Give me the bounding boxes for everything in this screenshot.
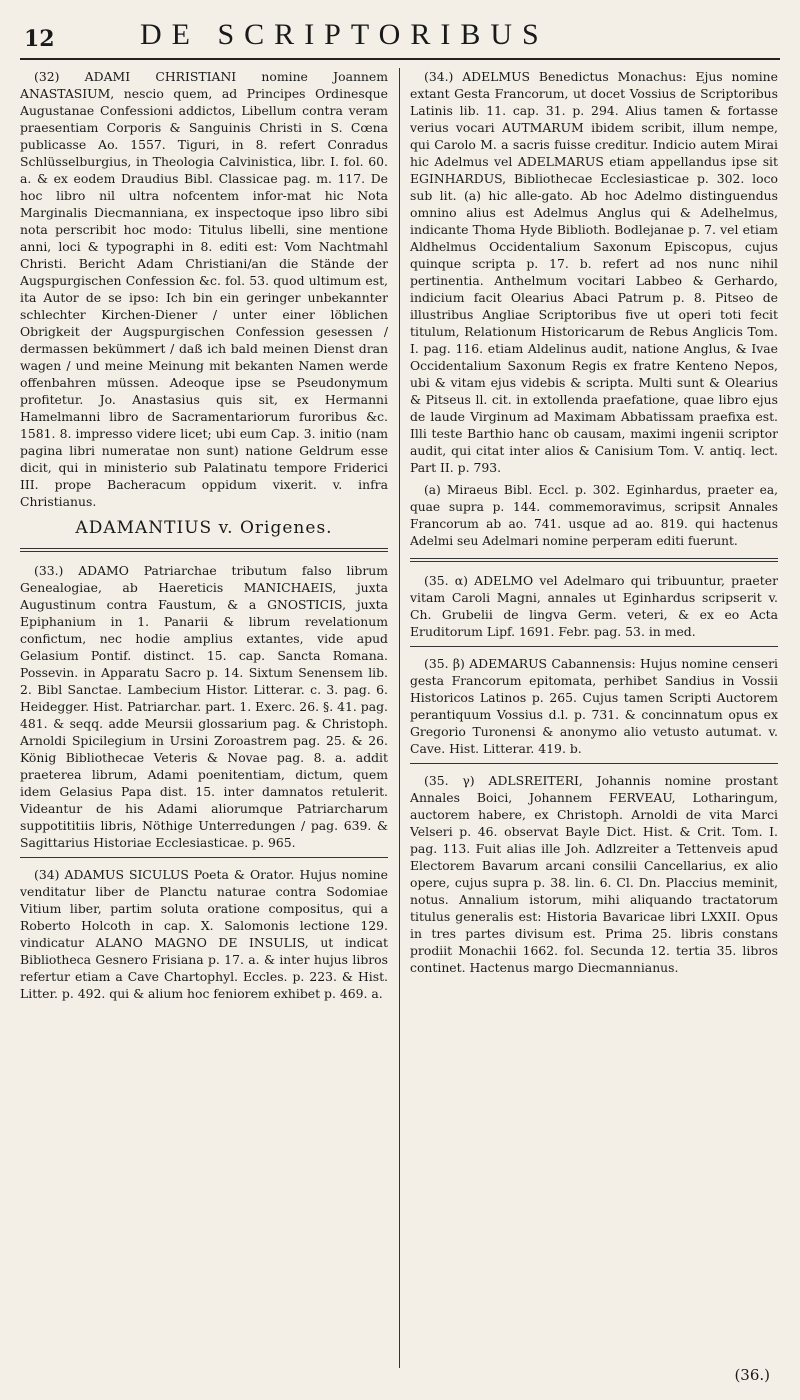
footnote-a: (a) Miraeus Bibl. Eccl. p. 302. Eginhardus, praeter ea, quae supra p. 144. commemoravimus, scripsit Annales Francorum ab ao. 741. usque ad ao. 819. qui hactenus Adelmi seu Adelmari nomine perperam editi fuerunt. (410, 483, 778, 548)
catchword: (36.) (734, 1366, 770, 1384)
section-title-adamantius: ADAMANTIUS v. Origenes. (75, 518, 333, 538)
page-number: 12 (24, 26, 55, 52)
entry-32: (32) ADAMI CHRISTIANI nomine Joannem ANASTASIUM, nescio quem, ad Principes Ordinesque Augustanae Confessioni addictos, Libellum contra veram praesentiam Corporis & Sanguinis Christi in S. Cœna publicasse Ao. 1557. Tiguri, in 8. refert Conradus Schlüsselburgius, in Theologia Calvinistica, libr. I. fol. 60. a. & ex eodem Draudius Bibl. Classicae pag. m. 117. De hoc libro nil ultra nofcentem infor-mat hic Nota Marginalis Diecmanniana, ex inspectoque ipso libro sibi nota perscribit hoc modo: Titulus libelli, sine mentione anni, loci & typographi in 8. editi est: Vom Nachtmahl Christi. Bericht Adam Christiani/an die Stände der Augspurgischen Confession &c. fol. 53. quod ultimum est, ita Autor de se ipso: Ich bin ein geringer unbekannter schlechter Kirchen-Diener / unter einer löblichen Obrigkeit der Augspurgischen Confession gesessen / dermassen bekümmert / daß ich bald meinen Dienst dran wagen / und meine Meinung mit bekanten Namen werde offenbahren müssen. Adeoque ipse se Pseudonymum profitetur. Jo. Anastasius quis sit, ex Hermanni Hamelmanni libro de Sacramentariorum furoribus &c. 1581. 8. impresso videre licet; ubi eum Cap. 3. initio (nam pagina libri numeratae non sunt) natione Geldrum esse dicit, qui in ministerio sub Palatinatu tempore Friderici III. prope Bacheracum oppidum vixerit. v. infra Christianus. (20, 69, 388, 509)
right-column (410, 68, 778, 1368)
entry-35-beta: (35. β) ADEMARUS Cabannensis: Hujus nomine censeri gesta Francorum epitomata, perhibet Sandius in Vossii Historicos Latinos p. 265. Cujus tamen Scripti Auctorem perantiquum Vossius d.l. p. 731. & concinnatum opus ex Gregorio Turonensi & anonymo alio vetusto autumat. v. Cave. Hist. Litterar. 419. b. (410, 656, 778, 756)
entry-34: (34) ADAMUS SICULUS Poeta & Orator. Hujus nomine venditatur liber de Planctu naturae contra Sodomiae Vitium liber, partim soluta oratione compositus, qui a Roberto Holcoth in cap. X. Salomonis lectione 129. vindicatur ALANO MAGNO DE INSULIS, ut indicat Bibliotheca Gesnero Frisiana p. 17. a. & inter hujus libros refertur etiam a Cave Chartophyl. Eccles. p. 223. & Hist. Litter. p. 492. qui & alium hoc feniorem exhibet p. 469. a. (20, 867, 388, 1001)
column-rule (399, 68, 400, 1368)
entry-divider (410, 646, 778, 647)
running-head: DE SCRIPTORIBUS (140, 18, 549, 51)
entry-divider (20, 857, 388, 858)
section-divider (20, 548, 388, 552)
entry-35-alpha: (35. α) ADELMO vel Adelmaro qui tribuuntur, praeter vitam Caroli Magni, annales ut Eginhardus scripserit v. Ch. Grubelii de lingva Germ. veteri, & ex eo Acta Eruditorum Lipf. 1691. Febr. pag. 53. in med. (410, 573, 778, 639)
two-column-body (20, 68, 780, 1368)
entry-divider (410, 763, 778, 764)
footnote-divider (410, 558, 778, 562)
page-header (20, 14, 780, 60)
entry-33: (33.) ADAMO Patriarchae tributum falso librum Genealogiae, ab Haereticis MANICHAEIS, juxta Augustinum contra Faustum, & a GNOSTICIS, juxta Epiphanium in 1. Panarii & librum revelationum confictum, nec hodie amplius extantes, vide apud Gelasium Pontif. distinct. 15. cap. Sancta Romana. Possevin. in Apparatu Sacro p. 14. Sixtum Senensem lib. 2. Bibl Sanctae. Lambecium Histor. Litterar. c. 3. pag. 6. Heidegger. Hist. Patriarchar. part. 1. Exerc. 26. §. 41. pag. 481. & seqq. adde Meursii glossarium pag. & Christoph. Arnoldi Spicilegium in Ursini Zoroastrem pag. 25. & 26. König Bibliothecae Veteris & Novae pag. 8. a. addit praeterea librum, Adami poenitentiam, dictum, quem idem Gelasius Papa dist. 15. inter damnatos retulerit. Videantur de his Adami aliorumque Patriarcharum suppotititiis libris, Nöthige Unterredungen / pag. 639. & Sagittarius Historiae Ecclesiasticae. p. 965. (20, 563, 388, 850)
entry-35-gamma: (35. γ) ADLSREITERI, Johannis nomine prostant Annales Boici, Johannem FERVEAU, Lotharingum, auctorem habere, ex Christoph. Arnoldi de vita Marci Velseri p. 46. observat Bayle Dict. Hist. & Crit. Tom. I. pag. 113. Fuit alias ille Joh. Adlzreiter a Tettenveis apud Electorem Bavarum arcani consilii Cancellarius, ex alio opere, cujus supra p. 38. lin. 6. Cl. Dn. Placcius meminit, notus. Annalium istorum, mihi aliquando tractatorum titulus generalis est: Historia Bavaricae libri LXXII. Opus in tres partes divisum est. Prima 25. libris constans prodiit Monachii 1662. fol. Secunda 12. tertia 35. libros continet. Hactenus margo Diecmannianus. (410, 773, 778, 975)
left-column (20, 68, 388, 1368)
entry-34-adelmus: (34.) ADELMUS Benedictus Monachus: Ejus nomine extant Gesta Francorum, ut docet Vossius de Scriptoribus Latinis lib. 11. cap. 31. p. 294. Alius tamen & fortasse verius vocari AUTMARUM ibidem scribit, illum nempe, qui Carolo M. a sacris fuisse creditur. Indicio autem Mirai hic Adelmus vel ADELMARUS etiam appellandus ipse sit EGINHARDUS, Bibliothecae Ecclesiasticae p. 302. loco sub lit. (a) hic alle-gato. Ab hoc Adelmo distinguendus omnino alius est Adelmus Anglus qui & Adelhelmus, indicante Thoma Hyde Biblioth. Bodlejanae p. 7. vel etiam Aldhelmus Occidentalium Saxonum Episcopus, cujus quinque scripta p. 17. b. refert ad nos nunc nihil pertinentia. Anthelmum vocitari Labbeo & Gerhardo, indicium facit Olearius Abaci Patrum p. 8. Pitseo de illustribus Angliae Scriptoribus five ut operi toti fecit titulum, Relationum Historicarum de Rebus Anglicis Tom. I. pag. 116. etiam Aldelinus audit, natione Anglus, & Ivae Occidentalium Saxonum Regis ex fratre Kenteno Nepos, ubi & vitam ejus videbis & scripta. Multi sunt & Olearius & Pitseus ll. cit. in extollenda praefatione, quae libro ejus de laude Virginum ad Maximam Abbatissam praefixa est. Illi teste Barthio hanc ob causam, maximi ingenii scriptor audit, qui citat inter alios & Canisium Tom. V. antiq. lect. Part II. p. 793. (410, 69, 778, 475)
